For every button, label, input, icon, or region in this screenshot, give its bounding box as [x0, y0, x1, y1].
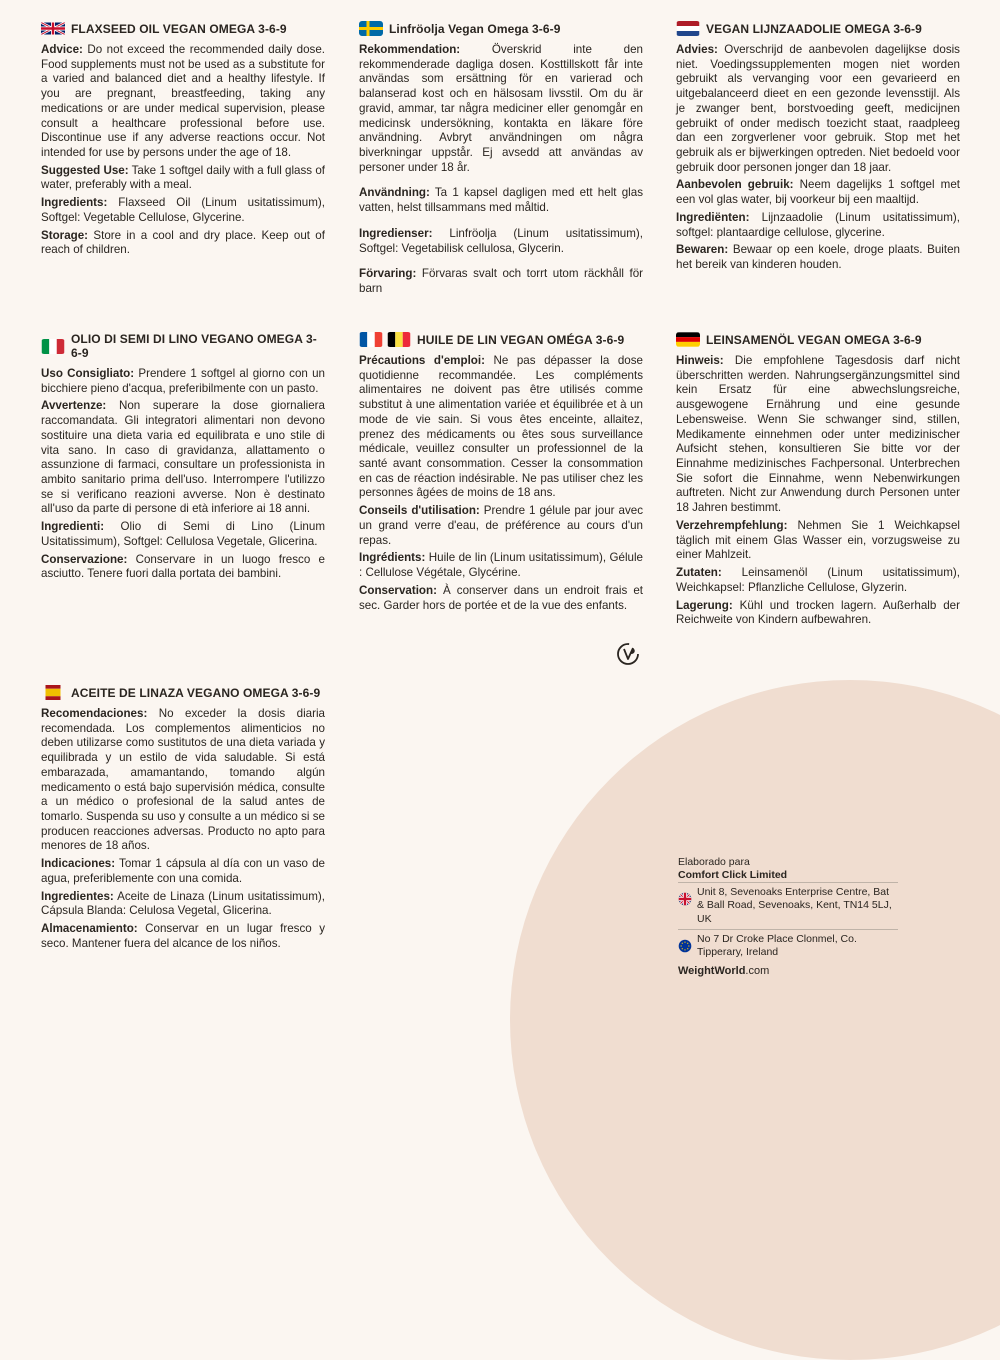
- address-uk-text: Unit 8, Sevenoaks Enterprise Centre, Bat & Ball Road, Sevenoaks, Kent, TN14 5LJ, UK: [697, 886, 892, 925]
- suggested-use-entry: Verzehrempfehlung: Nehmen Sie 1 Weichkapsel täglich mit einem Glas Wasser ein, vorzugsweise zu einer Mahlzeit.: [676, 518, 960, 562]
- germany-flag-icon: [676, 332, 700, 347]
- ingredients-entry: Ingrédients: Huile de lin (Linum usitatissimum), Gélule : Cellulose Végétale, Glycérine.: [359, 551, 643, 580]
- storage-entry: Lagerung: Kühl und trocken lagern. Außerhalb der Reichweite von Kindern aufbewahren.: [676, 598, 960, 627]
- france-flag-icon: [359, 332, 383, 347]
- netherlands-flag-icon: [676, 21, 700, 36]
- eu-flag-round-icon: [678, 939, 692, 953]
- section-title: VEGAN LIJNZAADOLIE OMEGA 3-6-9: [706, 21, 922, 36]
- ingredients-entry: Ingredients: Flaxseed Oil (Linum usitatissimum), Softgel: Vegetable Cellulose, Glycerine.: [41, 196, 325, 224]
- company-name: Comfort Click Limited: [678, 869, 788, 882]
- brand-website: WeightWorld.com: [678, 964, 770, 977]
- storage-entry: Bewaren: Bewaar op een koele, droge plaats. Buiten het bereik van kinderen houden.: [676, 243, 960, 272]
- section-spanish: [41, 685, 325, 955]
- section-title: OLIO DI SEMI DI LINO VEGANO OMEGA 3-6-9: [71, 332, 317, 360]
- background-circle: [510, 680, 1000, 1360]
- sweden-flag-icon: [359, 21, 383, 36]
- suggested-use-entry: Conseils d'utilisation: Prendre 1 gélule par jour avec un grand verre d'eau, de préférence au cours d'un repas.: [359, 504, 643, 547]
- vegan-leaf-icon: [616, 642, 640, 666]
- section-french: [359, 332, 643, 616]
- suggested-use-entry: Suggested Use: Take 1 softgel daily with a full glass of water, preferably with a meal.: [41, 163, 325, 192]
- suggested-use-entry: Användning: Ta 1 kapsel dagligen med ett helt glas vatten, helst tillsammans med måltid.: [359, 186, 643, 215]
- advice-entry: Advice: Do not exceed the recommended daily dose. Food supplements must not be used as a substitute for a varied and balanced diet and a healthy lifestyle. If you are pregnant, breastfeeding, taking any medications or are under medical supervision, please consult a healthcare professional before use. Discontinue use if any adverse reactions occur. Not intended for use by persons under the age of 18.: [41, 43, 325, 160]
- storage-entry: Storage: Store in a cool and dry place. Keep out of reach of children.: [41, 228, 325, 257]
- ingredients-entry: Ingredienti: Olio di Semi di Lino (Linum Usitatissimum), Softgel: Cellulosa Vegetale, Glicerina.: [41, 520, 325, 548]
- ingredients-entry: Ingrediënten: Lijnzaadolie (Linum usitatissimum), softgel: plantaardige cellulose, glycerine.: [676, 210, 960, 239]
- ingredients-entry: Ingredientes: Aceite de Linaza (Linum usitatissimum), Cápsula Blanda: Celulosa Vegetal, Glicerina.: [41, 889, 325, 918]
- suggested-use-entry: Uso Consigliato: Prendere 1 softgel al giorno con un bicchiere pieno d'acqua, preferibilmente con un pasto.: [41, 367, 325, 395]
- section-swedish: [359, 21, 643, 300]
- advice-entry: Avvertenze: Non superare la dose giornaliera raccomandata. Gli integratori alimentari non devono sostituire una dieta varia ed equilibrata e uno stile di vita sano. In caso di gravidanza, allattamento o assunzione di farmaci, consultare un professionista in ambito sanitario prima dell'uso. Interrompere l'utilizzo se si verificano reazioni avverse. Non è destinato all'uso da parte di persone di età inferiore ai 18 anni.: [41, 399, 325, 516]
- section-italian: [41, 332, 325, 585]
- ingredients-entry: Zutaten: Leinsamenöl (Linum usitatissimum), Weichkapsel: Pflanzliche Cellulose, Glyzerin.: [676, 566, 960, 594]
- uk-flag-round-icon: [678, 892, 692, 906]
- suggested-use-entry: Aanbevolen gebruik: Neem dagelijks 1 softgel met een vol glas water, bij voorkeur bij een maaltijd.: [676, 178, 960, 207]
- advice-entry: Advies: Overschrijd de aanbevolen dagelijkse dosis niet. Voedingssupplementen mogen niet worden gebruikt als vervanging voor een gevarieerd en uitgebalanceerd dieet en een gezonde levensstijl. Als je zwanger bent, borstvoeding geeft, medicijnen gebruikt of onder medisch toezicht staat, raadpleeg dan een zorgverlener voor gebruik. Stop met het gebruik als er bijwerkingen optreden. Niet bedoeld voor gebruik door personen jonger dan 18 jaar.: [676, 43, 960, 174]
- storage-entry: Almacenamiento: Conservar en un lugar fresco y seco. Mantener fuera del alcance de los niños.: [41, 922, 325, 950]
- section-english: [41, 21, 325, 261]
- section-title: HUILE DE LIN VEGAN OMÉGA 3-6-9: [417, 332, 625, 347]
- belgium-flag-icon: [387, 332, 411, 347]
- section-title: Linfröolja Vegan Omega 3-6-9: [389, 21, 561, 36]
- section-title: ACEITE DE LINAZA VEGANO OMEGA 3-6-9: [71, 685, 321, 700]
- storage-entry: Conservation: À conserver dans un endroit frais et sec. Garder hors de portée et de la vue des enfants.: [359, 583, 643, 612]
- advice-entry: Précautions d'emploi: Ne pas dépasser la dose quotidienne recommandée. Les compléments alimentaires ne doivent pas être utilisés comme substitut à une alimentation variée et équilibrée et à un mode de vie sain. Si vous êtes enceinte, allaitez, prenez des médicaments ou êtes sous surveillance médicale, veuillez consulter un professionnel de la santé avant consommation. Cesser la consommation en cas de réaction indésirable. Ne pas utiliser chez les personnes âgées de moins de 18 ans.: [359, 354, 643, 500]
- uk-flag-icon: [41, 21, 65, 36]
- spain-flag-icon: [41, 685, 65, 700]
- italy-flag-icon: [41, 339, 65, 354]
- made-for-label: Elaborado para: [678, 856, 750, 868]
- section-german: [676, 332, 960, 631]
- advice-entry: Rekommendation: Överskrid inte den rekommenderade dagliga dosen. Kosttillskott får inte användas som ersättning för en varierad och balanserad kost och en hälsosam livsstil. Om du är gravid, ammar, tar några mediciner eller genomgår en medicinsk undersökning, kontakta en läkare före användning. Avbryt användningen om några biverkningar uppstår. Ej avsedd att användas av personer under 18 år.: [359, 43, 643, 174]
- suggested-use-entry: Indicaciones: Tomar 1 cápsula al día con un vaso de agua, preferiblemente con una comida.: [41, 857, 325, 885]
- ingredients-entry: Ingredienser: Linfröolja (Linum usitatissimum), Softgel: Vegetabilisk cellulosa, Glycerin.: [359, 226, 643, 255]
- storage-entry: Förvaring: Förvaras svalt och torrt utom räckhåll för barn: [359, 267, 643, 296]
- section-dutch: [676, 21, 960, 276]
- section-title: FLAXSEED OIL VEGAN OMEGA 3-6-9: [71, 21, 287, 36]
- advice-entry: Hinweis: Die empfohlene Tagesdosis darf nicht überschritten werden. Nahrungsergänzungsmittel sind kein Ersatz für eine abwechslungsreiche, ausgewogene Ernährung und eine gesunde Lebensweise. Wenn Sie schwanger sind, stillen, Medikamente einnehmen oder unter medizinischer Aufsicht stehen, konsultieren Sie bitte vor der Einnahme medizinisches Fachpersonal. Unterbrechen Sie sofort die Einnahme, wenn Nebenwirkungen auftreten. Nicht zur Anwendung durch Personen unter 18 Jahren bestimmt.: [676, 354, 960, 515]
- address-uk: [678, 882, 898, 928]
- section-title: LEINSAMENÖL VEGAN OMEGA 3-6-9: [706, 332, 922, 347]
- storage-entry: Conservazione: Conservare in un luogo fresco e asciutto. Tenere fuori dalla portata dei bambini.: [41, 552, 325, 581]
- advice-entry: Recomendaciones: No exceder la dosis diaria recomendada. Los complementos alimenticios no deben utilizarse como sustitutos de una dieta variada y equilibrada y un estilo de vida saludable. Si está embarazada, amamantando, tomando algún medicamento o está bajo supervisión médica, consulte a un médico o profesional de la salud antes de tomarlo. Suspenda su uso y consulte a un médico si se producen reacciones adversas. Producto no apto para menores de 18 años.: [41, 707, 325, 853]
- manufacturer-block: [678, 856, 898, 979]
- address-ie: [678, 929, 898, 962]
- address-ie-text: No 7 Dr Croke Place Clonmel, Co. Tipperary, Ireland: [697, 932, 857, 958]
